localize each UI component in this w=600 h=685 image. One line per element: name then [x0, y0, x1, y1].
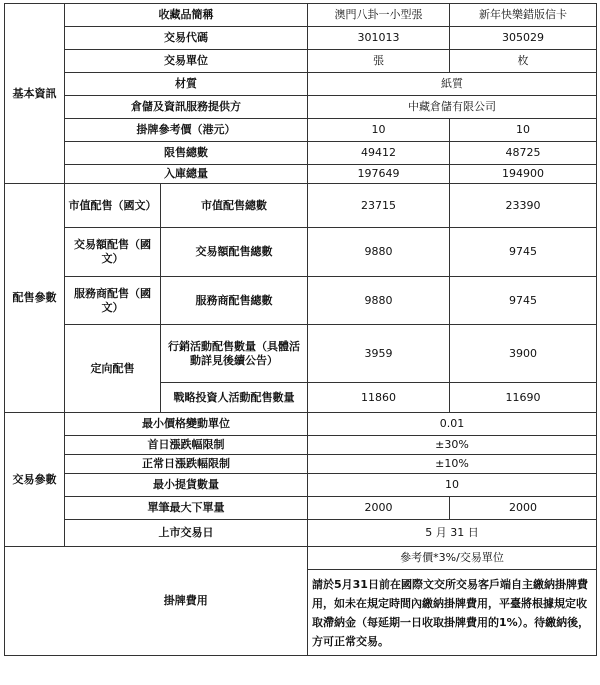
label-listing-date: 上市交易日	[65, 520, 308, 547]
fee-formula: 參考價*3%/交易單位	[308, 547, 597, 570]
code-b: 305029	[450, 27, 597, 50]
label-material: 材質	[65, 73, 308, 96]
label-first-day-limit: 首日漲跌幅限制	[65, 436, 308, 455]
product-name-a: 澳門八卦一小型張	[308, 4, 450, 27]
directed-group: 定向配售	[65, 325, 161, 413]
service-b: 9745	[450, 277, 597, 325]
marketing-b: 3900	[450, 325, 597, 383]
trade-amount-group: 交易額配售（國文）	[65, 228, 161, 277]
ref-price-a: 10	[308, 119, 450, 142]
label-strategic: 戰略投資人活動配售數量	[161, 383, 308, 413]
trade-amount-a: 9880	[308, 228, 450, 277]
product-name-b: 新年快樂錯版信卡	[450, 4, 597, 27]
listing-spec-table	[4, 3, 597, 656]
market-total-a: 23715	[308, 184, 450, 228]
group-basic: 基本資訊	[5, 4, 65, 184]
label-provider: 倉儲及資訊服務提供方	[65, 96, 308, 119]
market-group: 市值配售（國文）	[65, 184, 161, 228]
listing-date-value: 5 月 31 日	[308, 520, 597, 547]
ref-price-b: 10	[450, 119, 597, 142]
group-allocation: 配售參數	[5, 184, 65, 413]
marketing-a: 3959	[308, 325, 450, 383]
tick-value: 0.01	[308, 413, 597, 436]
stock-total-a: 197649	[308, 165, 450, 184]
fee-note: 請於5月31日前在國際文交所交易客戶端自主繳納掛牌費用，如未在規定時間內繳納掛牌費用，平臺將根據規定收取滯納金（每延期一日收取掛牌費用的1%）。待繳納後，方可正常交易。	[308, 570, 597, 656]
label-stock-total: 入庫總量	[65, 165, 308, 184]
service-a: 9880	[308, 277, 450, 325]
label-normal-limit: 正常日漲跌幅限制	[65, 455, 308, 474]
market-total-b: 23390	[450, 184, 597, 228]
unit-b: 枚	[450, 50, 597, 73]
label-trade-amount-total: 交易額配售總數	[161, 228, 308, 277]
min-pickup-value: 10	[308, 474, 597, 497]
label-unit: 交易單位	[65, 50, 308, 73]
first-day-limit-value: ±30%	[308, 436, 597, 455]
label-min-pickup: 最小提貨數量	[65, 474, 308, 497]
label-listing-fee: 掛牌費用	[65, 547, 308, 656]
label-max-order: 單筆最大下單量	[65, 497, 308, 520]
strategic-b: 11690	[450, 383, 597, 413]
label-ref-price: 掛牌參考價（港元）	[65, 119, 308, 142]
max-order-a: 2000	[308, 497, 450, 520]
label-limit-total: 限售總數	[65, 142, 308, 165]
service-group: 服務商配售（國文）	[65, 277, 161, 325]
label-marketing: 行銷活動配售數量（具體活動詳見後續公告）	[161, 325, 308, 383]
provider-value: 中藏倉儲有限公司	[308, 96, 597, 119]
code-a: 301013	[308, 27, 450, 50]
label-code: 交易代碼	[65, 27, 308, 50]
limit-total-a: 49412	[308, 142, 450, 165]
group-trading: 交易參數	[5, 413, 65, 547]
strategic-a: 11860	[308, 383, 450, 413]
unit-a: 張	[308, 50, 450, 73]
material-value: 紙質	[308, 73, 597, 96]
max-order-b: 2000	[450, 497, 597, 520]
label-market-total: 市值配售總數	[161, 184, 308, 228]
normal-limit-value: ±10%	[308, 455, 597, 474]
label-service-total: 服務商配售總數	[161, 277, 308, 325]
stock-total-b: 194900	[450, 165, 597, 184]
label-tick: 最小價格變動單位	[65, 413, 308, 436]
limit-total-b: 48725	[450, 142, 597, 165]
trade-amount-b: 9745	[450, 228, 597, 277]
label-product-name: 收藏品簡稱	[65, 4, 308, 27]
